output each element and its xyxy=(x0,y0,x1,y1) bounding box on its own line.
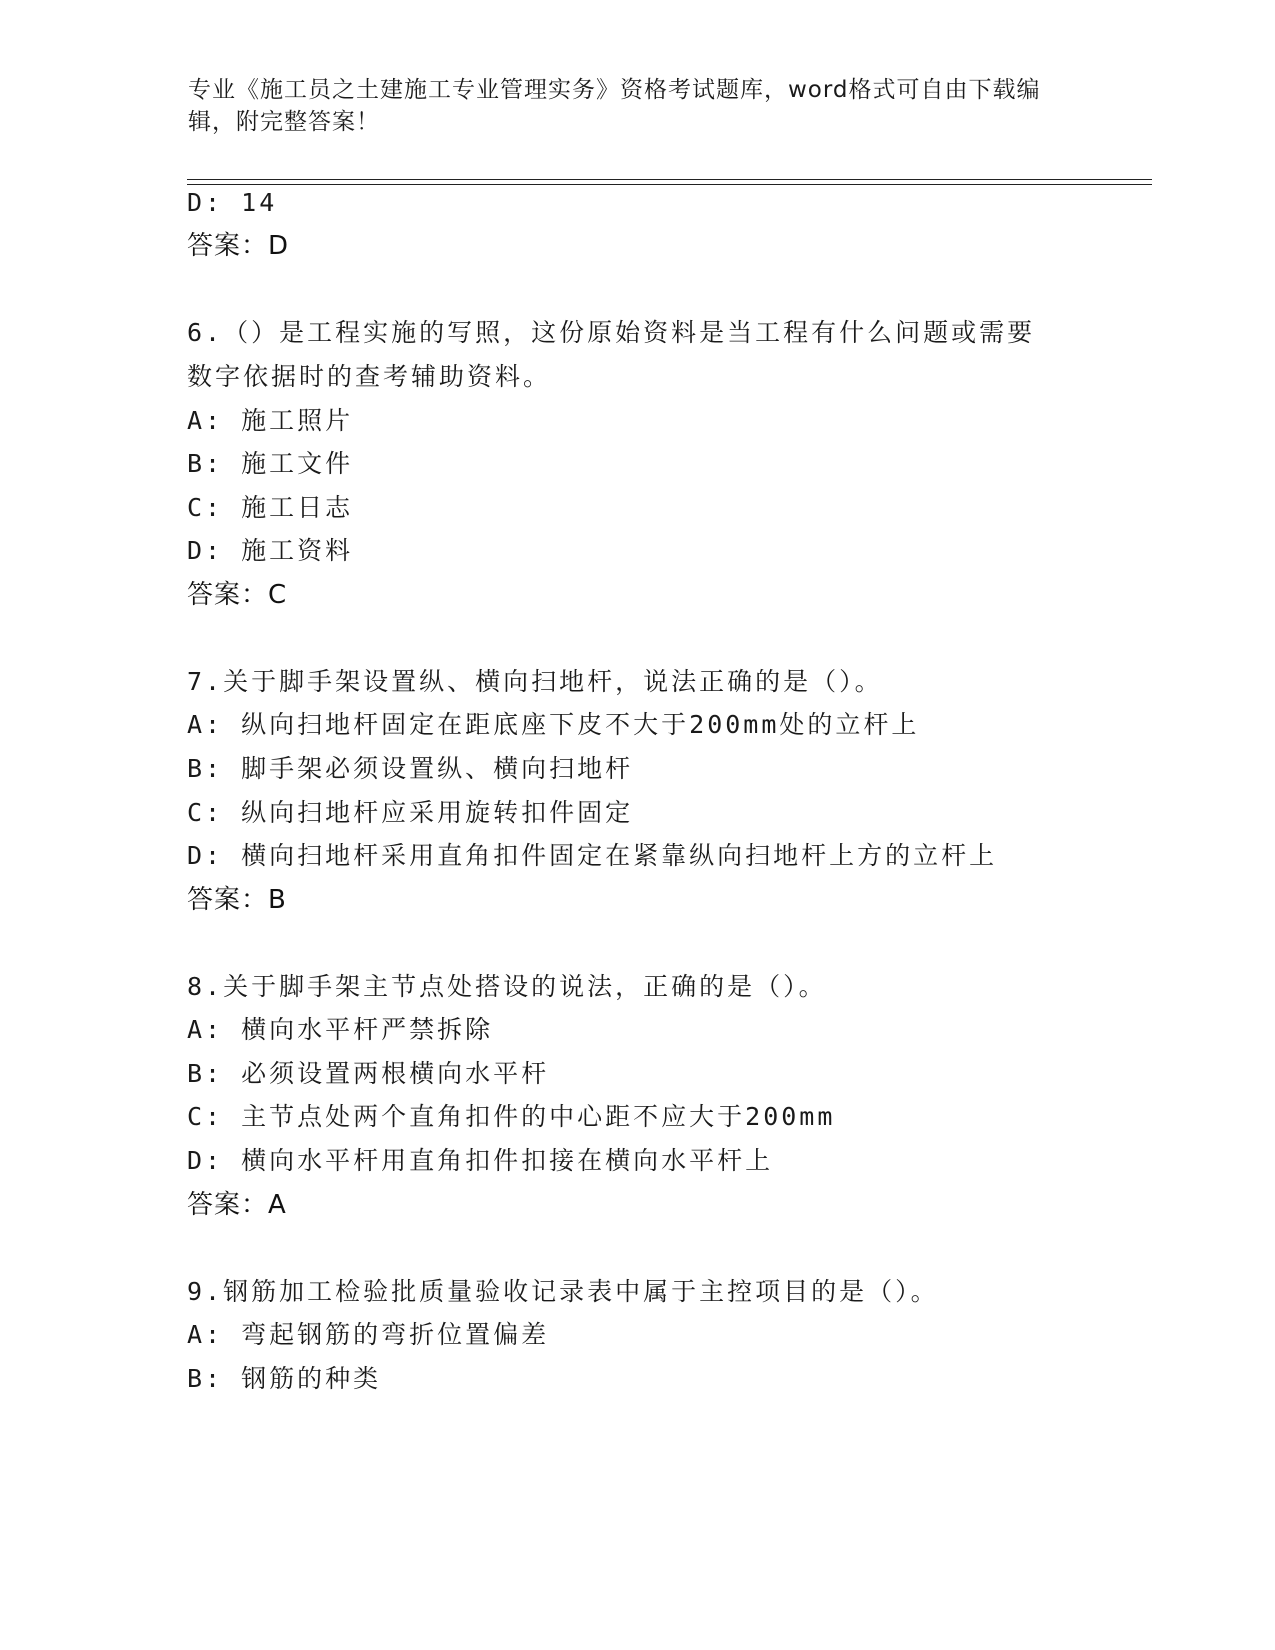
q7-stem: 7.关于脚手架设置纵、横向扫地杆，说法正确的是（）。 xyxy=(187,667,883,696)
prev-answer: 答案：D xyxy=(187,231,290,261)
q7-answer: 答案：B xyxy=(187,885,287,915)
q6-stem-line1: 6.（）是工程实施的写照，这份原始资料是当工程有什么问题或需要 xyxy=(187,318,1036,347)
header-rule-top xyxy=(187,179,1152,180)
q7-option-b: B: 脚手架必须设置纵、横向扫地杆 xyxy=(187,754,634,783)
q6-answer: 答案：C xyxy=(187,580,288,610)
q8-option-a: A: 横向水平杆严禁拆除 xyxy=(187,1015,494,1044)
q8-stem: 8.关于脚手架主节点处搭设的说法，正确的是（）。 xyxy=(187,972,827,1001)
header-rule-bottom xyxy=(187,184,1152,185)
q8-option-b: B: 必须设置两根横向水平杆 xyxy=(187,1059,550,1088)
q8-option-d: D: 横向水平杆用直角扣件扣接在横向水平杆上 xyxy=(187,1146,774,1175)
q6-option-c: C: 施工日志 xyxy=(187,493,354,522)
q6-option-a: A: 施工照片 xyxy=(187,406,354,435)
q7-option-d: D: 横向扫地杆采用直角扣件固定在紧靠纵向扫地杆上方的立杆上 xyxy=(187,841,998,870)
q8-option-c: C: 主节点处两个直角扣件的中心距不应大于200mm xyxy=(187,1102,836,1131)
q6-stem-line2: 数字依据时的查考辅助资料。 xyxy=(187,362,552,391)
q9-option-b: B: 钢筋的种类 xyxy=(187,1364,382,1393)
q8-answer: 答案：A xyxy=(187,1190,287,1220)
q6-option-d: D: 施工资料 xyxy=(187,536,354,565)
q7-option-a: A: 纵向扫地杆固定在距底座下皮不大于200mm处的立杆上 xyxy=(187,710,920,739)
prev-option-d: D: 14 xyxy=(187,188,278,217)
document-header: 专业《施工员之土建施工专业管理实务》资格考试题库，word格式可自由下载编辑，附完整答案！ xyxy=(188,77,1041,135)
q6-option-b: B: 施工文件 xyxy=(187,449,354,478)
q7-option-c: C: 纵向扫地杆应采用旋转扣件固定 xyxy=(187,798,634,827)
q9-stem: 9.钢筋加工检验批质量验收记录表中属于主控项目的是（）。 xyxy=(187,1277,939,1306)
q9-option-a: A: 弯起钢筋的弯折位置偏差 xyxy=(187,1320,550,1349)
